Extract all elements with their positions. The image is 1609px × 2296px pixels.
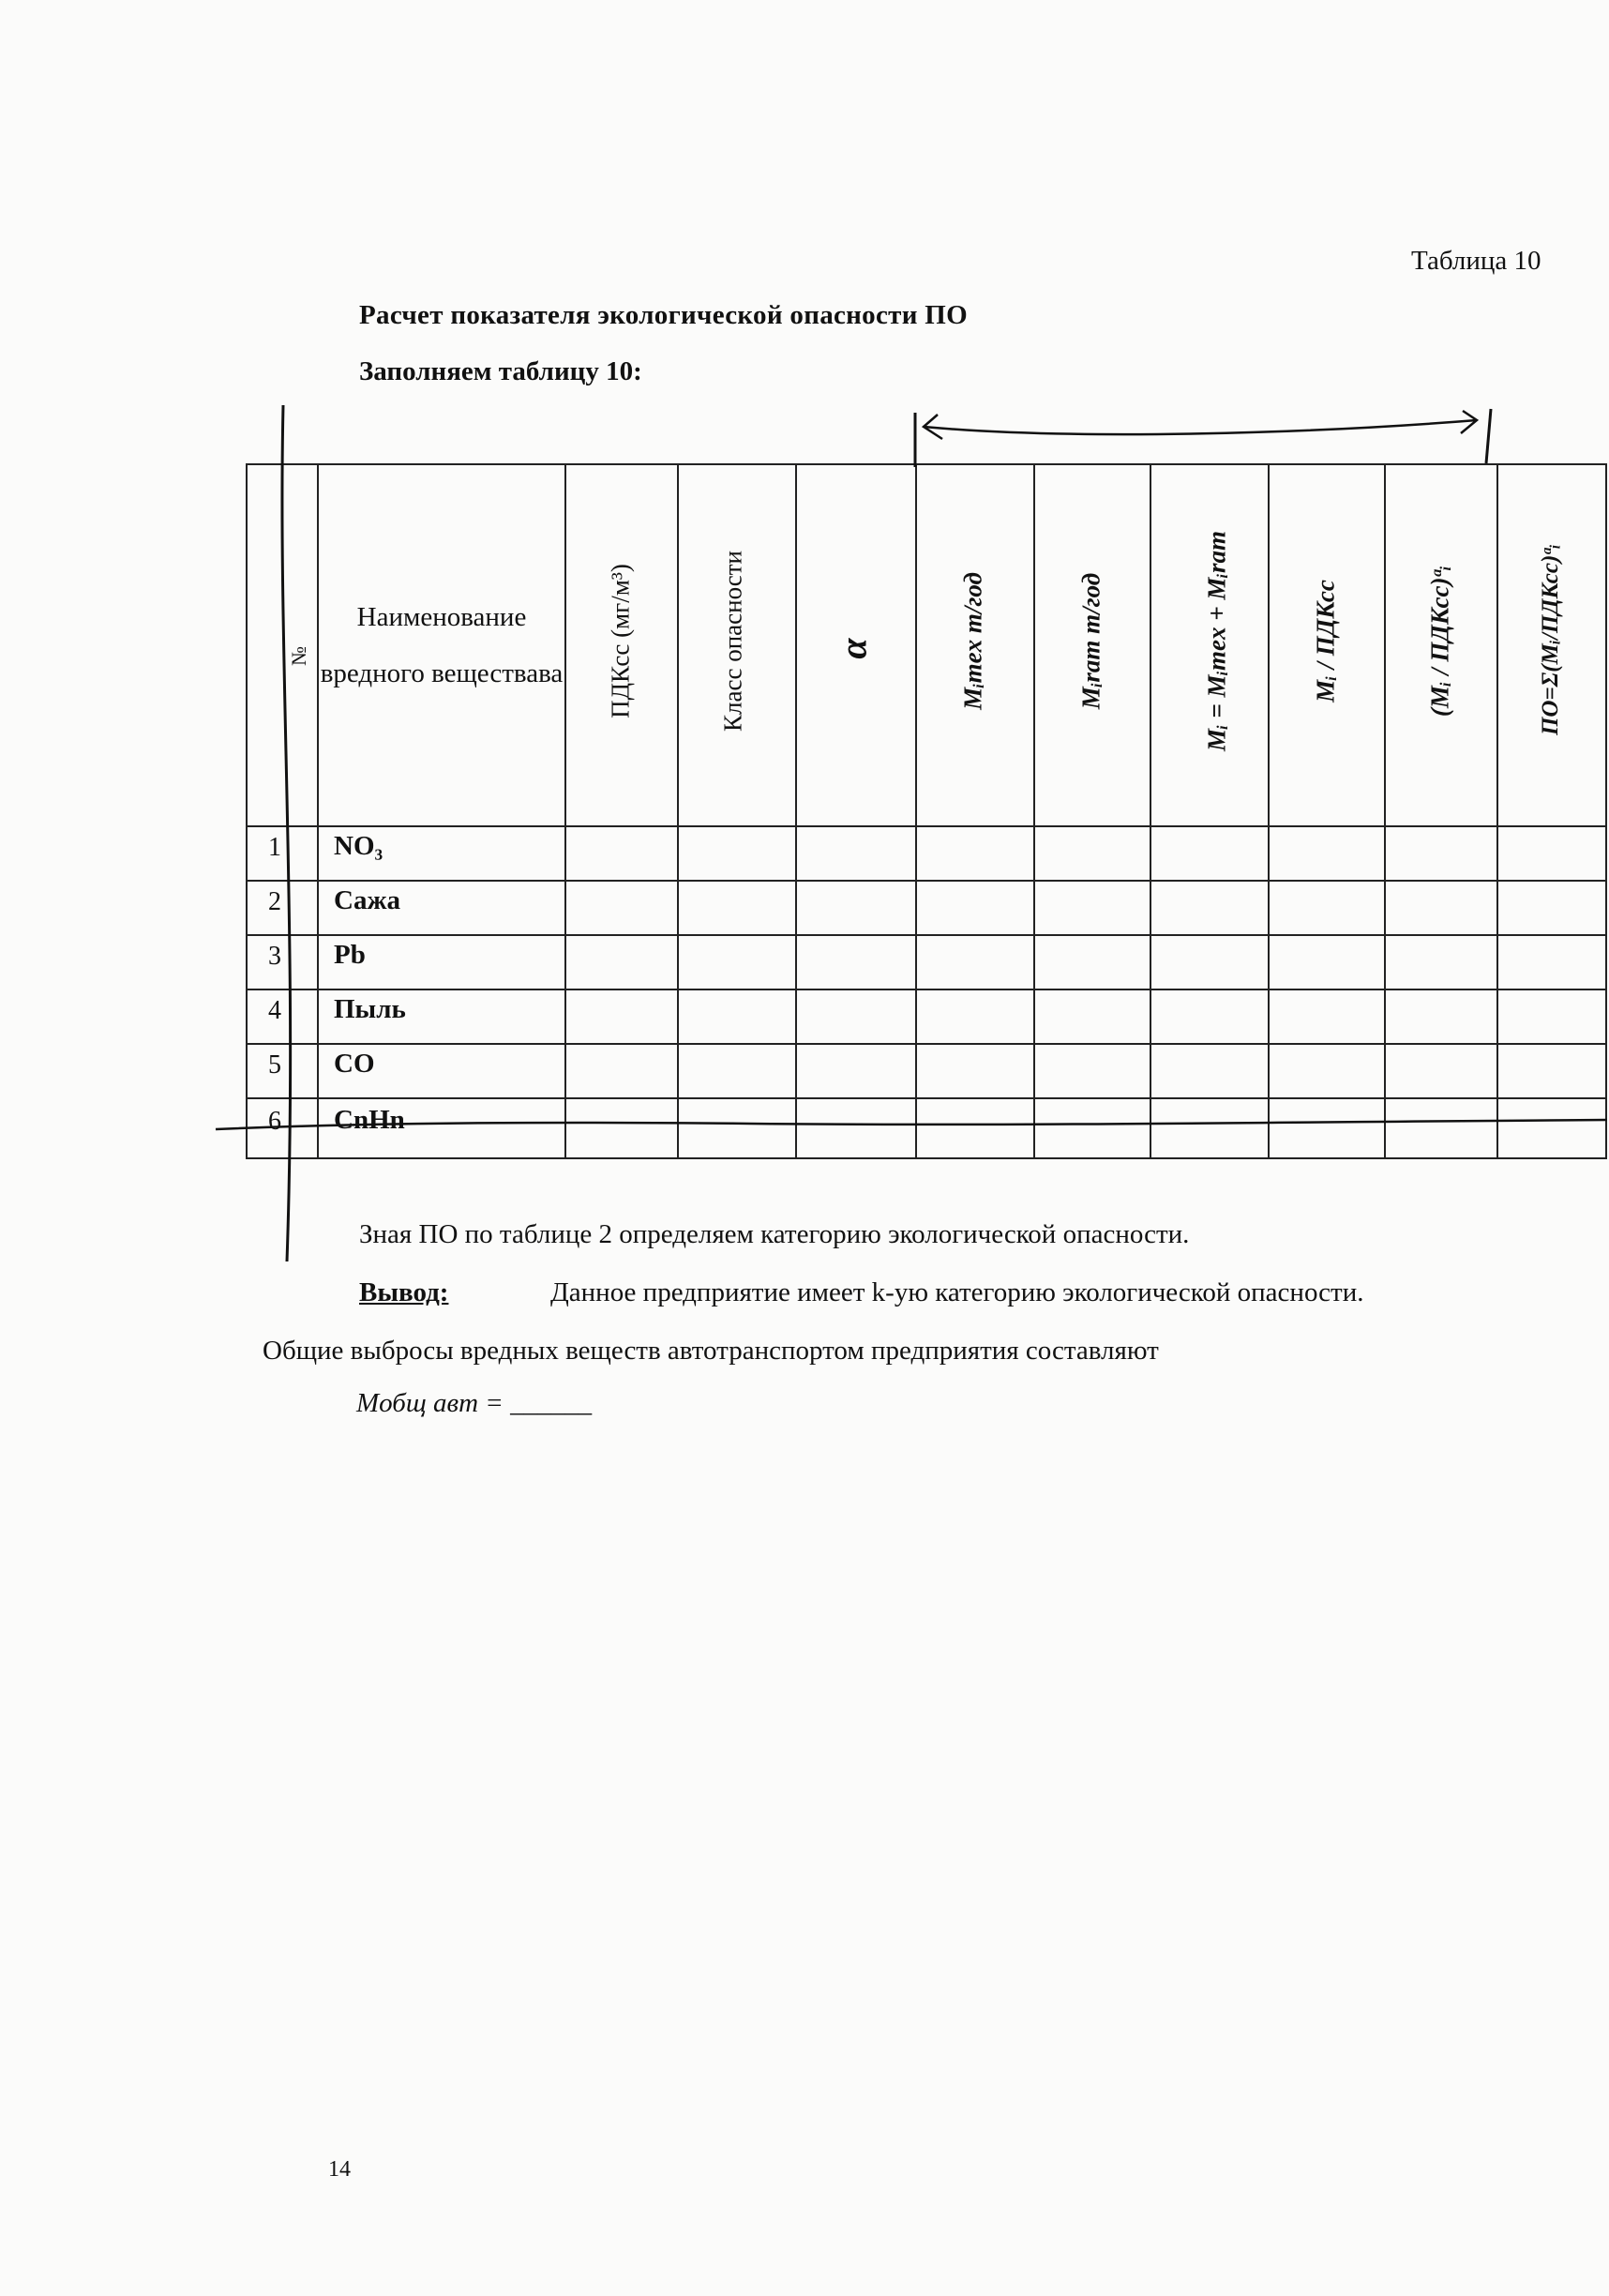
conclusion-text: Данное предприятие имеет k-ую категорию экологической опасности. — [550, 1277, 1364, 1307]
header-m-ram: Mᵢram т/год — [1076, 572, 1105, 710]
row-substance: CO — [334, 1049, 375, 1079]
header-ratio: Mᵢ / ПДКсс — [1311, 580, 1340, 702]
row-substance: Pb — [334, 940, 366, 970]
table-label: Таблица 10 — [1411, 246, 1541, 276]
page-subtitle: Заполняем таблицу 10: — [359, 356, 642, 386]
header-substance-name: Наименование вредного веществава — [320, 602, 564, 688]
conclusion-label: Вывод: — [359, 1277, 449, 1307]
row-number: 5 — [268, 1050, 281, 1080]
row-substance: NO₃ — [334, 831, 383, 861]
row-number: 2 — [268, 887, 281, 916]
row-substance: CnHn — [334, 1105, 405, 1135]
row-number: 6 — [268, 1107, 281, 1136]
row-number: 3 — [268, 942, 281, 971]
row-substance: Сажа — [334, 885, 400, 915]
page-number: 14 — [328, 2157, 351, 2182]
header-m-sum: Mᵢ = Mᵢmex + Mᵢram — [1202, 531, 1231, 752]
body-line-3: Общие выбросы вредных веществ автотранспортом предприятия составляют — [263, 1336, 1159, 1366]
body-line-1: Зная ПО по таблице 2 определяем категорию экологической опасности. — [359, 1219, 1190, 1249]
header-po: ПО=Σ(Mᵢ/ПДКсс)ᵅᵢ — [1538, 543, 1563, 736]
row-number: 4 — [268, 996, 281, 1025]
header-pdk: ПДКсс (мг/м³) — [606, 564, 635, 718]
header-alpha: α — [832, 638, 875, 659]
row-substance: Пыль — [334, 994, 406, 1024]
formula: Mобщ авт = ______ — [356, 1388, 593, 1418]
header-no: № — [287, 646, 310, 666]
header-hazard-class: Класс опасности — [718, 551, 747, 732]
page-title: Расчет показателя экологической опасности ПО — [359, 300, 968, 330]
row-number: 1 — [268, 833, 281, 862]
header-ratio-pow: (Mᵢ / ПДКсс)ᵅᵢ — [1425, 565, 1454, 718]
header-m-mex: Mᵢmex т/год — [958, 572, 987, 710]
